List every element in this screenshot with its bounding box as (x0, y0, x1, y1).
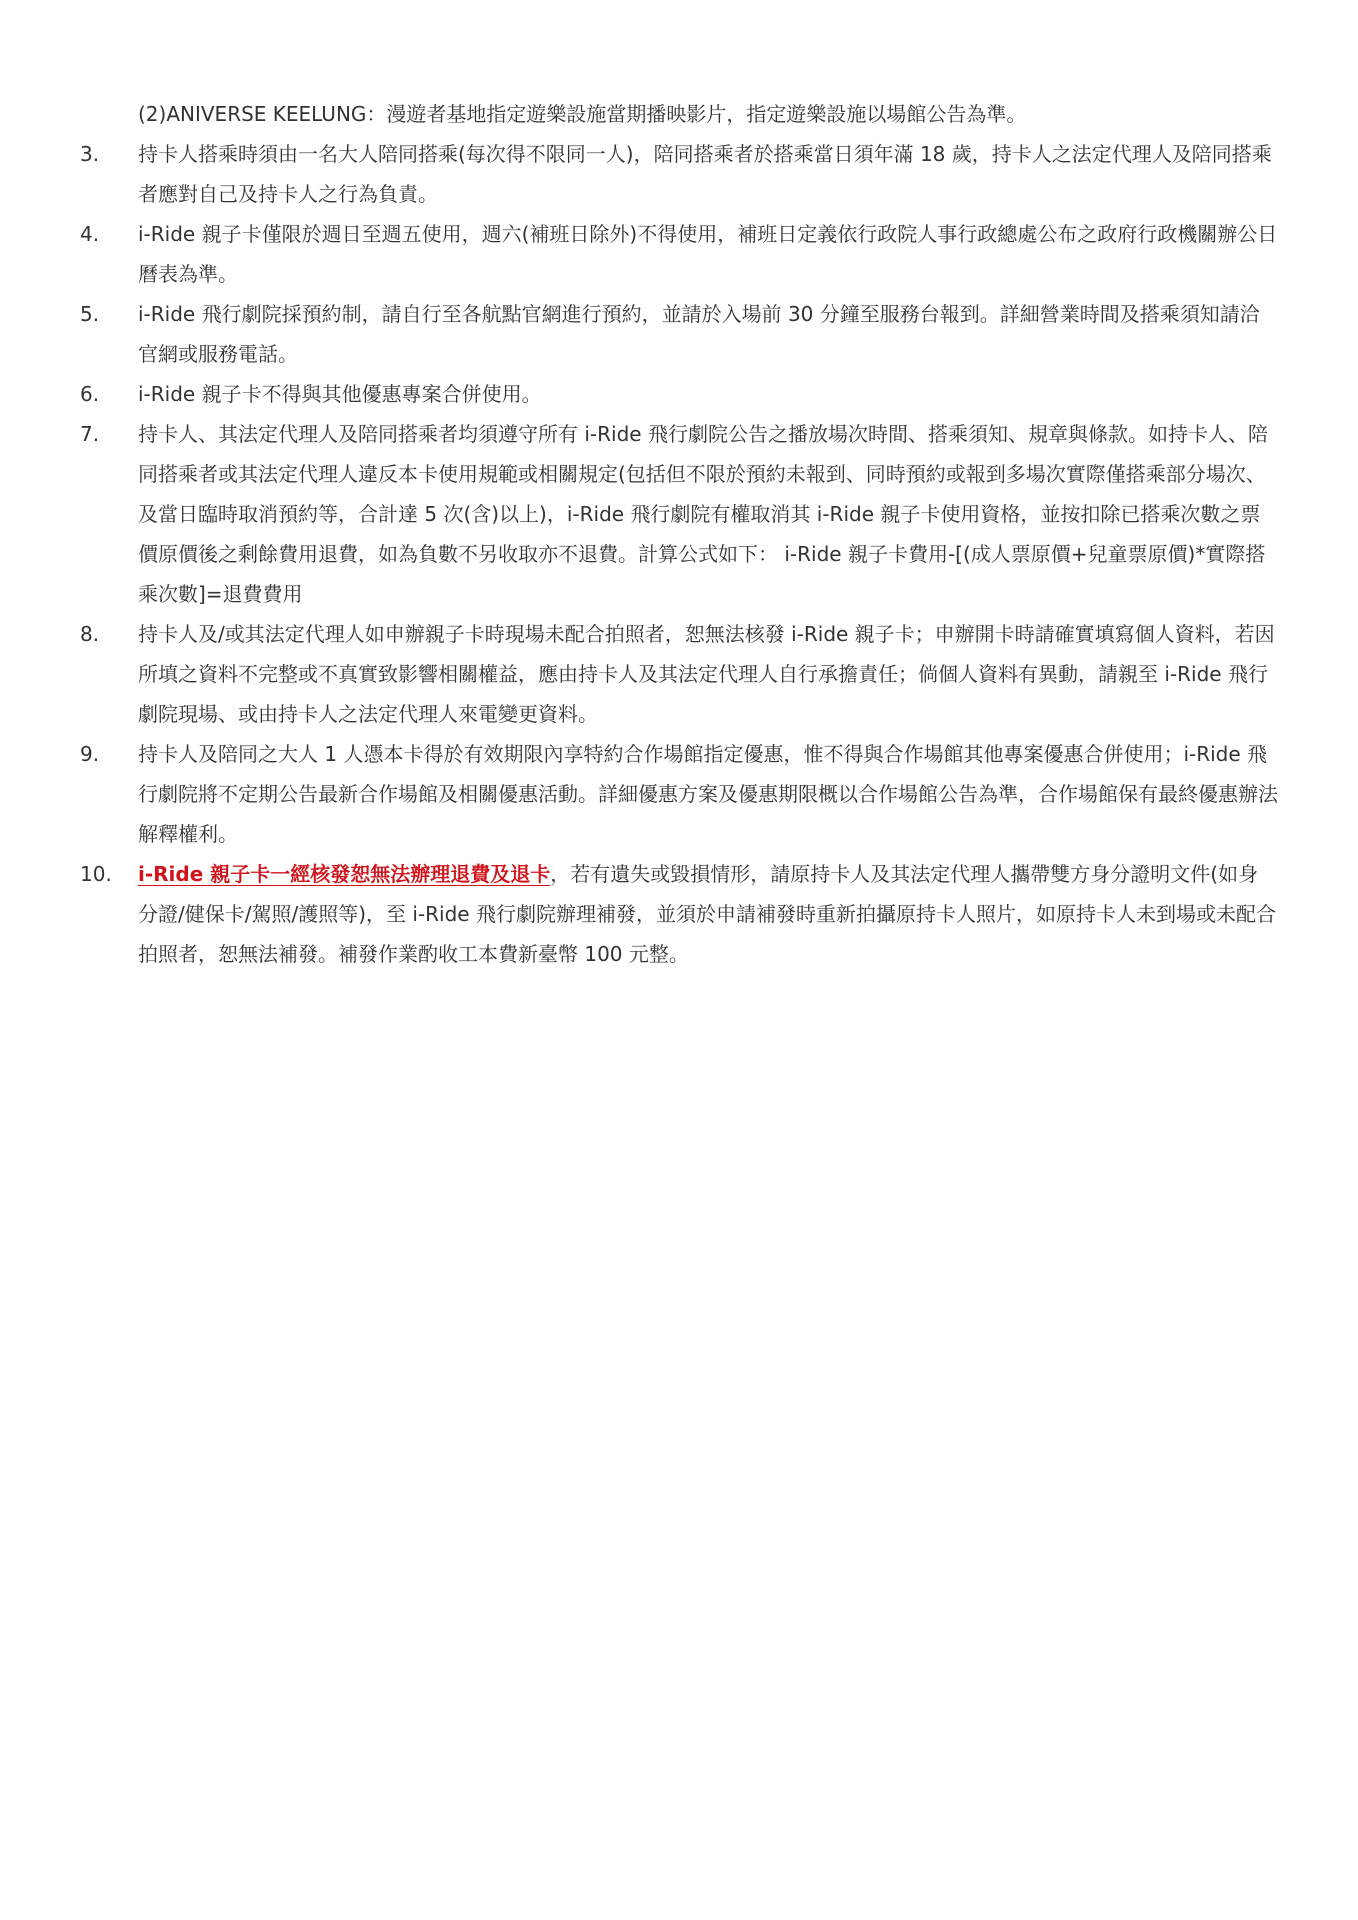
intro-line: (2)ANIVERSE KEELUNG：漫遊者基地指定遊樂設施當期播映影片，指定遊樂設施以場館公告為準。 (138, 102, 1027, 126)
list-item-7 (80, 414, 1278, 614)
list-text: i-Ride 親子卡僅限於週日至週五使用，週六(補班日除外)不得使用，補班日定義依行政院人事行政總處公布之政府行政機關辦公日曆表為準。 (138, 222, 1278, 286)
list-item-10 (80, 854, 1278, 974)
list-number: 3. (80, 142, 100, 166)
list-text: 持卡人及/或其法定代理人如申辦親子卡時現場未配合拍照者，恕無法核發 i-Ride 親子卡；申辦開卡時請確實填寫個人資料，若因所填之資料不完整或不真實致影響相關權益，應由持卡人及其法定代理人自行承擔責任；倘個人資料有異動，請親至 i-Ride 飛行劇院現場、或由持卡人之法定代理人來電變更資料。 (138, 622, 1275, 726)
list-item-8 (80, 614, 1278, 734)
list-text-rest: ，若有遺失或毀損情形，請原持卡人及其法定代理人攜帶雙方身分證明文件(如身分證/健保卡/駕照/護照等)，至 i-Ride 飛行劇院辦理補發，並須於申請補發時重新拍攝原持卡人照片，如原持卡人未到場或未配合拍照者，恕無法補發。補發作業酌收工本費新臺幣 100 元整。 (138, 862, 1276, 966)
list-number: 9. (80, 742, 100, 766)
list-number: 6. (80, 382, 100, 406)
list-number: 8. (80, 622, 100, 646)
list-text: 持卡人搭乘時須由一名大人陪同搭乘(每次得不限同一人)，陪同搭乘者於搭乘當日須年滿 18 歲，持卡人之法定代理人及陪同搭乘者應對自己及持卡人之行為負責。 (138, 142, 1272, 206)
list-number: 4. (80, 222, 100, 246)
list-item-9 (80, 734, 1278, 854)
list-text: i-Ride 飛行劇院採預約制，請自行至各航點官網進行預約，並請於入場前 30 分鐘至服務台報到。詳細營業時間及搭乘須知請洽官網或服務電話。 (138, 302, 1260, 366)
list-item-4 (80, 214, 1278, 294)
list-number: 10. (80, 862, 112, 886)
list-item-3 (80, 134, 1278, 214)
list-item-6 (80, 374, 1278, 414)
list-text: 持卡人及陪同之大人 1 人憑本卡得於有效期限內享特約合作場館指定優惠，惟不得與合作場館其他專案優惠合併使用；i-Ride 飛行劇院將不定期公告最新合作場館及相關優惠活動。詳細優惠方案及優惠期限概以合作場館公告為準，合作場館保有最終優惠辦法解釋權利。 (138, 742, 1278, 846)
list-item-5 (80, 294, 1278, 374)
refund-warning-highlight: i-Ride 親子卡一經核發恕無法辦理退費及退卡 (138, 862, 551, 886)
list-text: 持卡人、其法定代理人及陪同搭乘者均須遵守所有 i-Ride 飛行劇院公告之播放場次時間、搭乘須知、規章與條款。如持卡人、陪同搭乘者或其法定代理人違反本卡使用規範或相關規定(包括但不限於預約未報到、同時預約或報到多場次實際僅搭乘部分場次、及當日臨時取消預約等，合計達 5 次(含)以上)，i-Ride 飛行劇院有權取消其 i-Ride 親子卡使用資格，並按扣除已搭乘次數之票價原價後之剩餘費用退費，如為負數不另收取亦不退費。計算公式如下： i-Ride 親子卡費用-[(成人票原價+兒童票原價)*實際搭乘次數]=退費費用 (138, 422, 1268, 606)
list-text: i-Ride 親子卡不得與其他優惠專案合併使用。 (138, 382, 542, 406)
list-number: 5. (80, 302, 100, 326)
list-number: 7. (80, 422, 100, 446)
list-text (138, 854, 1278, 974)
